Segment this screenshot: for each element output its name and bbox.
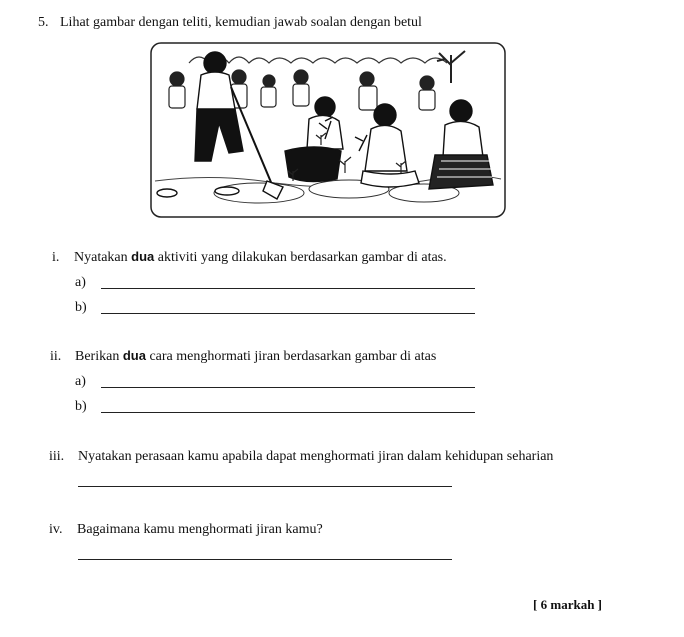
part-i-text-after: aktiviti yang dilakukan berdasarkan gambar di atas.	[157, 250, 447, 265]
part-ii-answer-a-label: a)	[75, 374, 86, 389]
part-i-answer-a-line[interactable]	[101, 288, 475, 289]
question-number: 5.	[38, 15, 49, 30]
part-i-answer-b-line[interactable]	[101, 313, 475, 314]
part-ii-prompt	[50, 348, 436, 365]
part-ii-text-after: cara menghormati jiran berdasarkan gambar di atas	[149, 349, 437, 364]
part-iii-answer-line[interactable]	[78, 486, 452, 487]
part-iv-answer-line[interactable]	[78, 559, 452, 560]
part-iii-prompt	[49, 449, 553, 465]
part-iv-prompt	[49, 522, 323, 538]
question-instruction: Lihat gambar dengan teliti, kemudian jawab soalan dengan betul	[60, 15, 422, 30]
part-iv-roman: iv.	[49, 522, 63, 537]
part-iii-roman: iii.	[49, 449, 65, 464]
part-i-answer-a-label: a)	[75, 275, 86, 290]
part-i-emphasis: dua	[131, 249, 155, 264]
part-iii-text: Nyatakan perasaan kamu apabila dapat menghormati jiran dalam kehidupan seharian	[78, 449, 554, 464]
part-i-text-before: Nyatakan	[74, 250, 128, 265]
part-iv-text: Bagaimana kamu menghormati jiran kamu?	[77, 522, 323, 537]
part-i-answer-b-label: b)	[75, 300, 87, 315]
part-ii-answer-b-label: b)	[75, 399, 87, 414]
part-i-roman: i.	[52, 250, 60, 265]
part-ii-answer-b-line[interactable]	[101, 412, 475, 413]
illustration-svg	[149, 41, 507, 219]
gotong-royong-illustration	[149, 41, 507, 219]
part-ii-roman: ii.	[50, 349, 62, 364]
part-i-prompt	[52, 249, 447, 266]
part-ii-text-before: Berikan	[75, 349, 120, 364]
part-ii-answer-a-line[interactable]	[101, 387, 475, 388]
part-ii-emphasis: dua	[122, 348, 146, 363]
question-heading	[38, 15, 422, 31]
total-marks: [ 6 markah ]	[533, 597, 602, 612]
